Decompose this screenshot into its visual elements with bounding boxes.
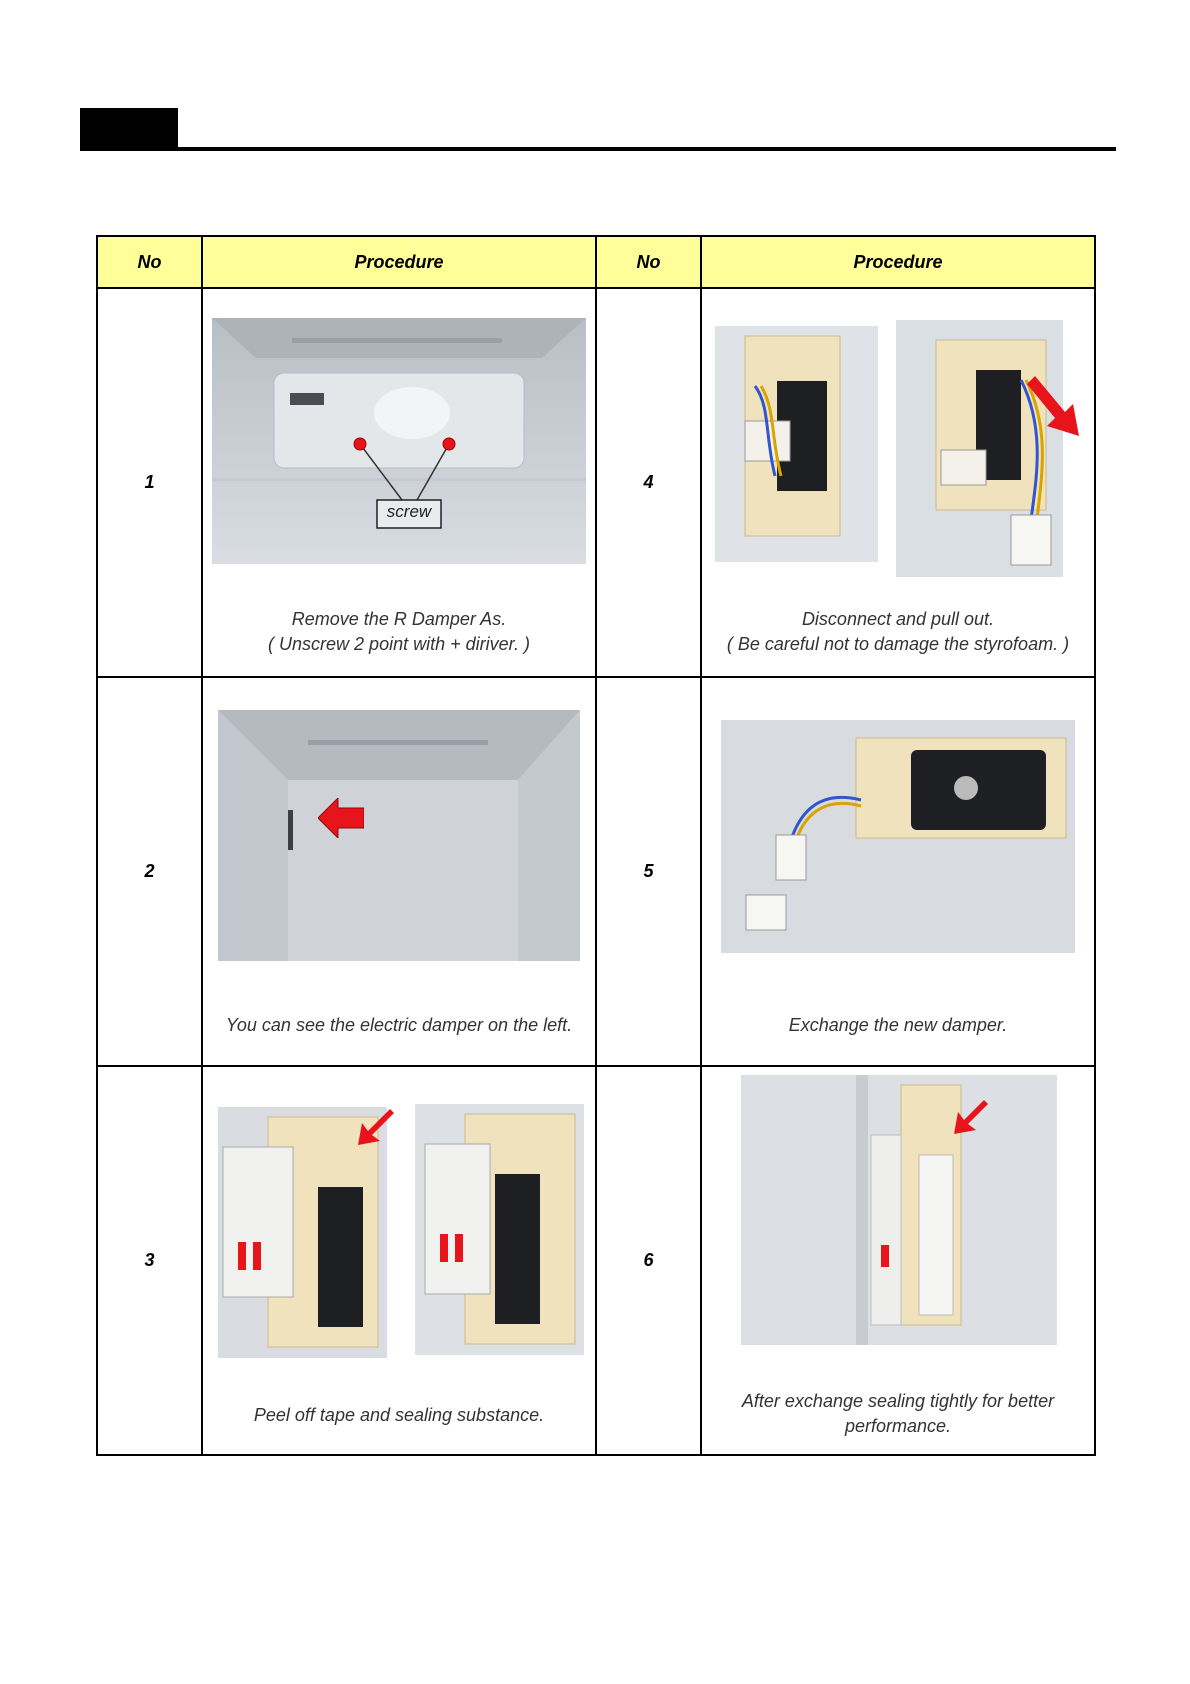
caption-line: Remove the R Damper As.: [291, 609, 507, 629]
pull-out-arrow-icon: [1027, 374, 1087, 439]
tape-location-arrow-icon: [358, 1109, 394, 1145]
step-3-photo-b: [415, 1104, 584, 1355]
step-3-caption: [203, 1403, 595, 1428]
caption-line: Disconnect and pull out.: [801, 609, 995, 629]
step-6-photo: [741, 1075, 1057, 1345]
caption-line: performance.: [844, 1416, 952, 1436]
caption-line: ( Unscrew 2 point with + diriver. ): [268, 634, 530, 654]
step-6-caption: [702, 1389, 1094, 1439]
step-3-procedure: [202, 1066, 596, 1455]
col-header-no-right: No: [596, 236, 701, 288]
screw-callout: [212, 318, 586, 564]
step-2-caption: [203, 1013, 595, 1038]
step-1-procedure: [202, 288, 596, 677]
table-row: [97, 1066, 1095, 1455]
header-rule: [80, 147, 1116, 151]
procedure-table: [96, 235, 1096, 1456]
step-2-procedure: [202, 677, 596, 1066]
step-4-photo-a: [715, 326, 878, 562]
step-number-5: 5: [596, 677, 701, 1066]
screw-marker-left: [354, 438, 366, 450]
screw-marker-right: [443, 438, 455, 450]
damper-location-arrow-icon: [318, 798, 364, 838]
step-4-procedure: [701, 288, 1095, 677]
step-6-procedure: [701, 1066, 1095, 1455]
col-header-procedure-right: Procedure: [701, 236, 1095, 288]
table-header-row: [97, 236, 1095, 288]
caption-line: After exchange sealing tightly for better: [741, 1391, 1055, 1411]
step-number-4: 4: [596, 288, 701, 677]
col-header-no-left: No: [97, 236, 202, 288]
caption-line: Exchange the new damper.: [788, 1015, 1008, 1035]
step-number-6: 6: [596, 1066, 701, 1455]
sealing-location-arrow-icon: [954, 1100, 988, 1134]
step-5-caption: [702, 1013, 1094, 1038]
caption-line: ( Be careful not to damage the styrofoam. ): [726, 634, 1070, 654]
step-4-caption: [702, 607, 1094, 657]
step-5-photo: [721, 720, 1075, 953]
table-row: [97, 677, 1095, 1066]
step-5-procedure: [701, 677, 1095, 1066]
step-2-photo: [218, 710, 580, 961]
caption-line: Peel off tape and sealing substance.: [253, 1405, 545, 1425]
step-number-1: 1: [97, 288, 202, 677]
caption-line: You can see the electric damper on the left.: [225, 1015, 573, 1035]
section-title-block: [80, 108, 178, 150]
step-number-2: 2: [97, 677, 202, 1066]
step-4-photo-b: [896, 320, 1063, 577]
col-header-procedure-left: Procedure: [202, 236, 596, 288]
step-1-caption: [203, 607, 595, 657]
step-number-3: 3: [97, 1066, 202, 1455]
screw-label: screw: [386, 502, 432, 521]
table-row: [97, 288, 1095, 677]
